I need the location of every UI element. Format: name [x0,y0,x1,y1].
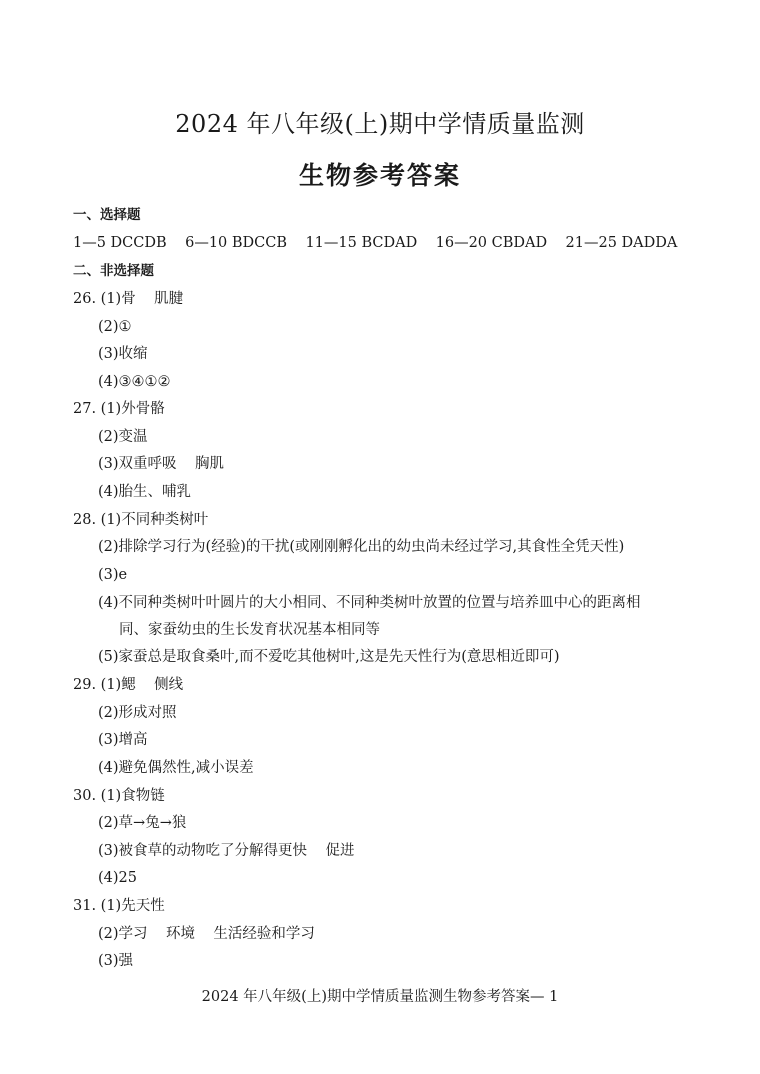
q28-answer-5: (5)家蚕总是取食桑叶,而不爱吃其他树叶,这是先天性行为(意思相近即可) [98,649,560,665]
q28-answer-4-line1: (4)不同种类树叶叶圆片的大小相同、不同种类树叶放置的位置与培养皿中心的距离相 [98,595,641,611]
q27-answer-4: (4)胎生、哺乳 [98,484,192,500]
q28-answer-1: 28. (1)不同种类树叶 [73,512,209,528]
q26-answer-4: (4)③④①② [98,374,171,390]
page-subtitle: 生物参考答案 [298,161,461,190]
q26-answer-1: 26. (1)骨 肌腱 [73,291,184,307]
q30-answer-4: (4)25 [98,870,137,886]
q31-answer-1: 31. (1)先天性 [73,898,165,914]
q31-answer-3: (3)强 [98,953,134,969]
page-title: 2024 年八年级(上)期中学情质量监测 [175,110,585,138]
q27-answer-1: 27. (1)外骨骼 [73,401,165,417]
q29-answer-3: (3)增高 [98,732,148,748]
q26-answer-3: (3)收缩 [98,346,148,362]
q30-answer-3: (3)被食草的动物吃了分解得更快 促进 [98,843,355,859]
q29-answer-2: (2)形成对照 [98,705,177,721]
section-heading-choice: 一、选择题 [73,207,141,223]
q29-answer-1: 29. (1)鳃 侧线 [73,677,184,693]
q28-answer-2: (2)排除学习行为(经验)的干扰(或刚刚孵化出的幼虫尚未经过学习,其食性全凭天性) [98,539,625,555]
q27-answer-2: (2)变温 [98,429,148,445]
q29-answer-4: (4)避免偶然性,减小误差 [98,760,254,776]
q30-answer-2: (2)草→兔→狼 [98,815,187,831]
q28-answer-4-line2: 同、家蚕幼虫的生长发育状况基本相同等 [119,622,380,638]
q30-answer-1: 30. (1)食物链 [73,788,165,804]
page-footer: 2024 年八年级(上)期中学情质量监测生物参考答案— 1 [201,989,559,1005]
q28-answer-3: (3)e [98,567,128,583]
section-heading-nonchoice: 二、非选择题 [73,263,154,279]
q31-answer-2: (2)学习 环境 生活经验和学习 [98,926,315,942]
choice-answers: 1—5 DCCDB 6—10 BDCCB 11—15 BCDAD 16—20 CBDAD 21—25 DADDA [73,235,678,251]
q26-answer-2: (2)① [98,319,132,335]
q27-answer-3: (3)双重呼吸 胸肌 [98,456,224,472]
